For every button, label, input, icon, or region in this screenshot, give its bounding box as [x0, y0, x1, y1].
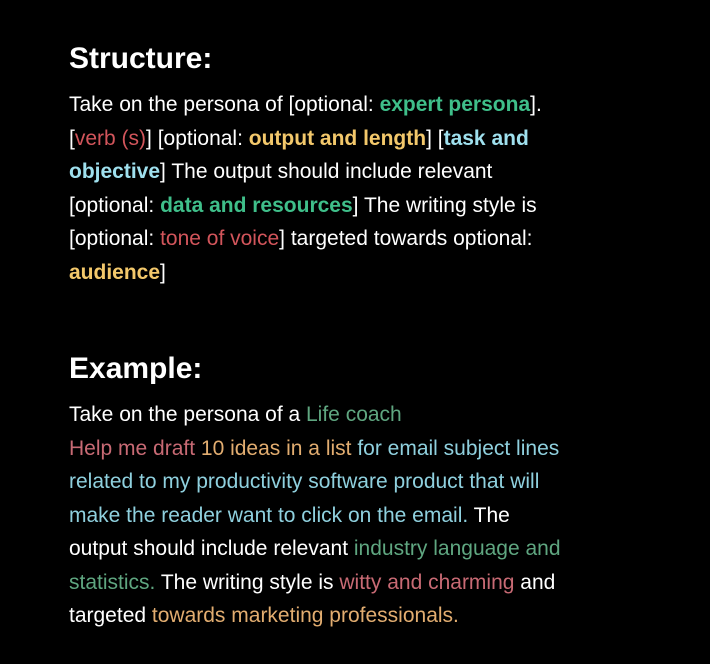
- example-line: [69, 465, 679, 499]
- example-line: [69, 398, 679, 432]
- structure-text-segment: Take on the persona of [optional:: [69, 93, 380, 116]
- example-text-segment: Help me draft: [69, 436, 201, 460]
- structure-text-segment: ].: [530, 93, 542, 116]
- structure-line: [69, 222, 679, 256]
- example-prompt-text: [69, 398, 679, 633]
- structure-text-segment: output and length: [248, 126, 427, 150]
- structure-text-segment: task and: [443, 126, 529, 150]
- example-text-segment: towards marketing professionals.: [151, 604, 459, 627]
- structure-text-segment: [optional:: [69, 227, 161, 250]
- example-heading: Example:: [69, 352, 203, 385]
- example-line: [69, 599, 679, 633]
- example-text-segment: 10 ideas in a list: [200, 436, 358, 460]
- structure-text-segment: verb (s): [74, 126, 147, 150]
- example-text-segment: industry language and: [353, 537, 561, 560]
- structure-line: [69, 189, 679, 223]
- example-text-segment: related to my productivity software product that will: [69, 470, 540, 493]
- structure-text-segment: ] [optional:: [146, 126, 249, 150]
- example-line: [69, 499, 679, 533]
- structure-section: [69, 40, 679, 289]
- example-text-segment: make the reader want to click on the email.: [69, 503, 469, 527]
- example-text-segment: and: [514, 570, 556, 594]
- example-text-segment: targeted: [69, 604, 152, 627]
- structure-text-segment: objective: [69, 160, 161, 183]
- structure-text-segment: tone of voice: [160, 227, 280, 250]
- structure-text-segment: ]: [160, 260, 166, 284]
- example-line: [69, 566, 679, 600]
- structure-line: [69, 88, 679, 122]
- example-line: [69, 432, 679, 466]
- example-text-segment: Take on the persona of a: [69, 403, 306, 426]
- structure-text-segment: ] The output should include relevant: [160, 160, 493, 183]
- structure-text-segment: ] targeted towards optional:: [279, 227, 533, 250]
- structure-template-text: [69, 88, 679, 289]
- example-text-segment: The writing style is: [155, 570, 340, 594]
- example-text-segment: The: [468, 503, 510, 527]
- structure-text-segment: ] [: [426, 126, 444, 150]
- structure-text-segment: [: [69, 126, 75, 150]
- example-text-segment: for email subject lines: [357, 436, 560, 460]
- structure-text-segment: audience: [69, 260, 161, 284]
- example-text-segment: witty and charming: [339, 570, 515, 594]
- structure-line: [69, 122, 679, 156]
- example-line: [69, 532, 679, 566]
- structure-line: [69, 256, 679, 290]
- structure-text-segment: [optional:: [69, 193, 161, 217]
- structure-heading: Structure:: [69, 42, 213, 75]
- structure-text-segment: expert persona: [379, 93, 531, 116]
- example-section: [69, 350, 679, 633]
- example-text-segment: output should include relevant: [69, 537, 354, 560]
- structure-line: [69, 155, 679, 189]
- example-text-segment: statistics.: [69, 570, 156, 594]
- structure-text-segment: data and resources: [160, 193, 353, 217]
- structure-text-segment: ] The writing style is: [352, 193, 537, 217]
- example-text-segment: Life coach: [306, 403, 402, 426]
